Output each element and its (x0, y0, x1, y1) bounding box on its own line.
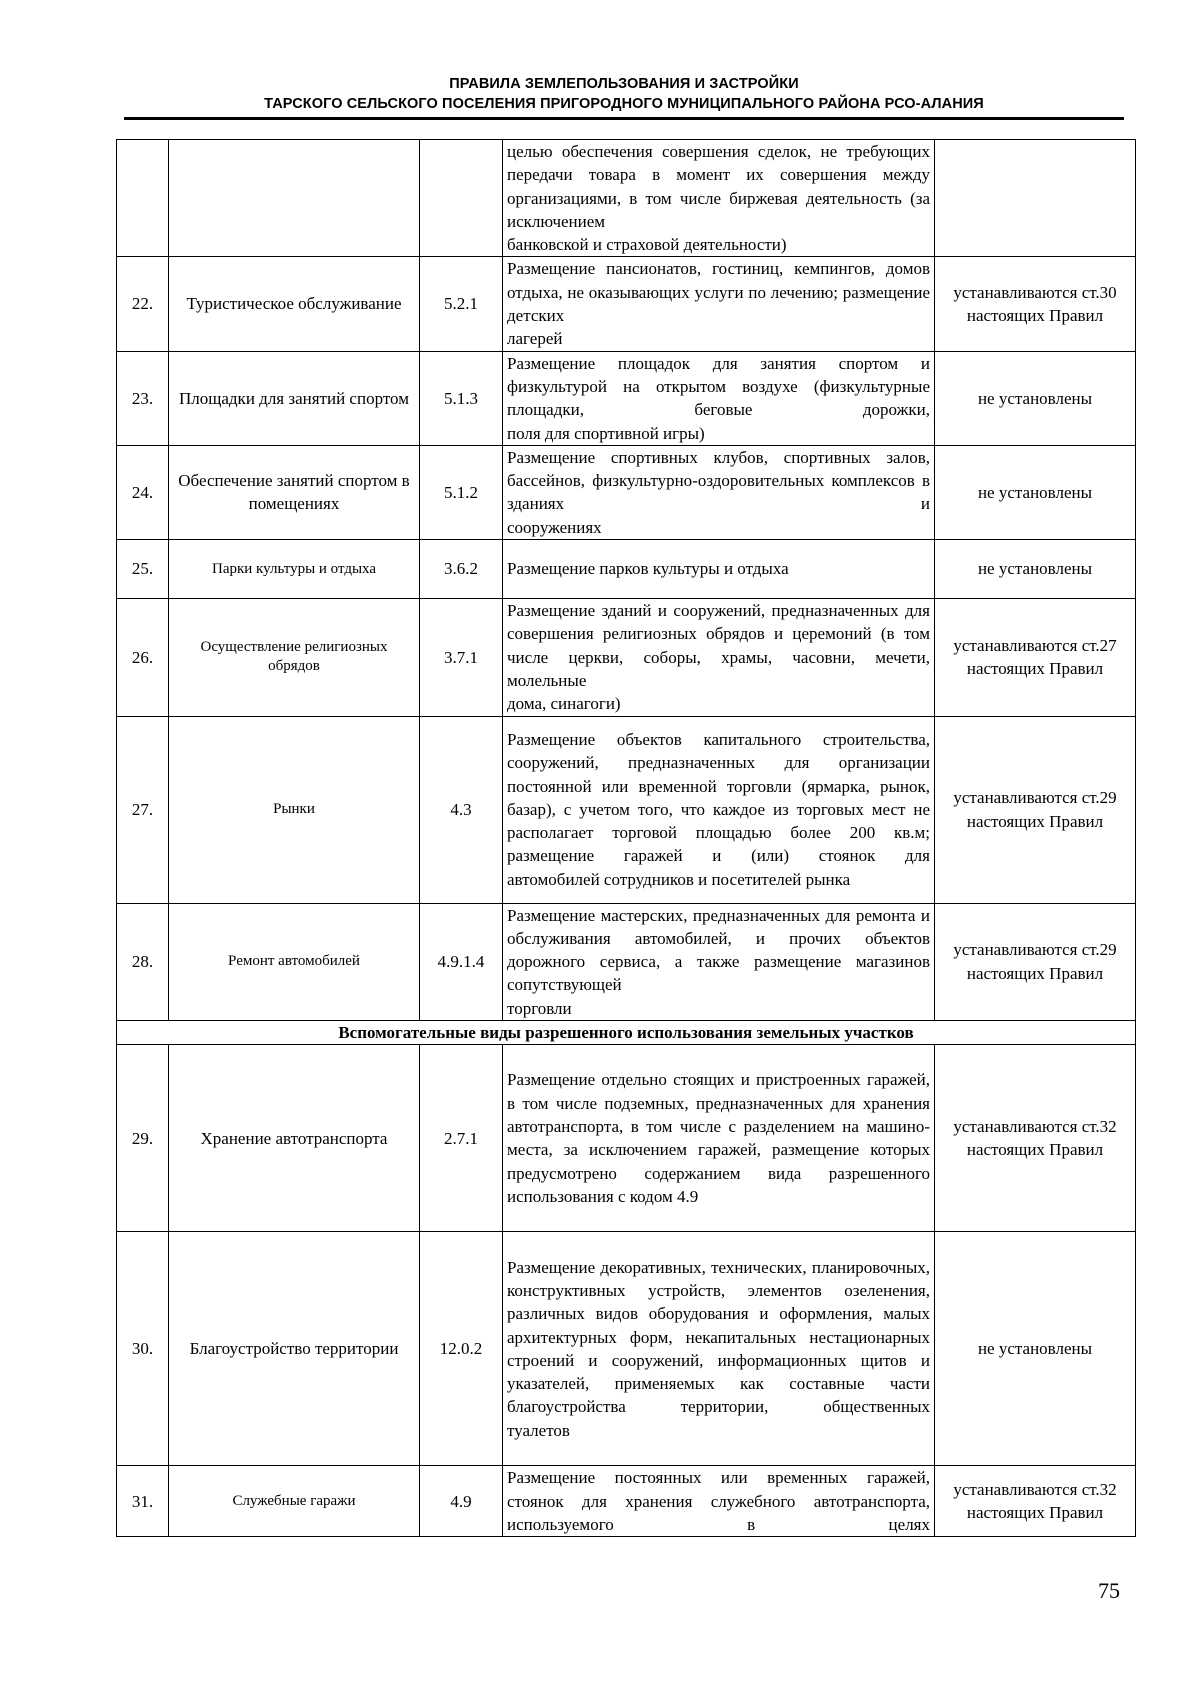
use-type-code: 5.1.2 (420, 445, 503, 539)
description-last-line: торговли (507, 998, 572, 1018)
table-row (117, 140, 1136, 257)
description-last-line: банковской и страховой деятельности) (507, 235, 787, 255)
table-row (117, 1232, 1136, 1466)
row-number: 28. (117, 903, 169, 1020)
use-type-name: Рынки (169, 716, 420, 903)
description-last-line: использования с кодом 4.9 (507, 1186, 699, 1206)
use-type-code: 3.7.1 (420, 599, 503, 716)
header-title-line1: ПРАВИЛА ЗЕМЛЕПОЛЬЗОВАНИЯ И ЗАСТРОЙКИ (449, 76, 799, 92)
use-type-description (503, 903, 935, 1020)
row-number: 27. (117, 716, 169, 903)
limit-parameters: устанавливаются ст.27 настоящих Правил (935, 599, 1136, 716)
use-type-code (420, 140, 503, 257)
row-number: 23. (117, 351, 169, 445)
description-text: Размещение декоративных, технических, планировочных, конструктивных устройств, элементов озеленения, различных видов оборудования и оформления, малых архитектурных форм, некапитальных нестационарных строений и сооружений, информационных щитов и указателей, применяемых как составные части благоустройства территории, общественных (507, 1257, 930, 1417)
limit-parameters: устанавливаются ст.29 настоящих Правил (935, 903, 1136, 1020)
use-type-name: Обеспечение занятий спортом в помещениях (169, 445, 420, 539)
description-text: Размещение спортивных клубов, спортивных залов, бассейнов, физкультурно-оздоровительных комплексов в зданиях и (507, 447, 930, 514)
use-type-description: Размещение постоянных или временных гаражей, стоянок для хранения служебного автотранспорта, используемого в целях (503, 1466, 935, 1537)
description-last-line: автомобилей сотрудников и посетителей рынка (507, 869, 851, 889)
use-type-description (503, 1045, 935, 1232)
description-last-line: лагерей (507, 329, 563, 349)
limit-parameters: не установлены (935, 351, 1136, 445)
description-last-line: туалетов (507, 1420, 570, 1440)
limit-parameters: не установлены (935, 1232, 1136, 1466)
table-row (117, 1466, 1136, 1537)
use-type-name: Туристическое обслуживание (169, 257, 420, 351)
table-row (117, 445, 1136, 539)
document-header (124, 74, 1124, 114)
use-type-name: Площадки для занятий спортом (169, 351, 420, 445)
table-row (117, 257, 1136, 351)
header-title-line2: ТАРСКОГО СЕЛЬСКОГО ПОСЕЛЕНИЯ ПРИГОРОДНОГО МУНИЦИПАЛЬНОГО РАЙОНА РСО-АЛАНИЯ (264, 96, 984, 112)
page-number: 75 (1098, 1578, 1120, 1603)
limit-parameters: устанавливаются ст.29 настоящих Правил (935, 716, 1136, 903)
limit-parameters: не установлены (935, 540, 1136, 599)
row-number: 31. (117, 1466, 169, 1537)
use-type-description (503, 257, 935, 351)
use-type-description: Размещение парков культуры и отдыха (503, 540, 935, 599)
use-type-name: Хранение автотранспорта (169, 1045, 420, 1232)
use-type-description (503, 1232, 935, 1466)
row-number: 26. (117, 599, 169, 716)
limit-parameters: устанавливаются ст.32 настоящих Правил (935, 1045, 1136, 1232)
table-row (117, 599, 1136, 716)
land-use-table (116, 139, 1136, 1537)
description-last-line: поля для спортивной игры) (507, 423, 705, 443)
table-row (117, 903, 1136, 1020)
description-text: Размещение пансионатов, гостиниц, кемпингов, домов отдыха, не оказывающих услуги по лечению; размещение детских (507, 259, 930, 326)
description-last-line: сооружениях (507, 517, 602, 537)
use-type-code: 3.6.2 (420, 540, 503, 599)
use-type-code: 2.7.1 (420, 1045, 503, 1232)
description-text: Размещение отдельно стоящих и пристроенных гаражей, в том числе подземных, предназначенных для хранения автотранспорта, в том числе с разделением на машино-места, за исключением гаражей, размещение которых предусмотрено содержанием вида разрешенного (507, 1070, 930, 1183)
use-type-code: 4.9 (420, 1466, 503, 1537)
description-text: Размещение объектов капитального строительства, сооружений, предназначенных для организации постоянной или временной торговли (ярмарка, рынок, базар), с учетом того, что каждое из торговых мест не располагает торговой площадью более 200 кв.м; размещение гаражей и (или) стоянок для (507, 729, 930, 866)
table-row (117, 351, 1136, 445)
row-number: 22. (117, 257, 169, 351)
row-number: 29. (117, 1045, 169, 1232)
section-title: Вспомогательные виды разрешенного использования земельных участков (117, 1021, 1136, 1045)
use-type-code: 4.9.1.4 (420, 903, 503, 1020)
use-type-name (169, 140, 420, 257)
use-type-name: Осуществление религиозных обрядов (169, 599, 420, 716)
limit-parameters (935, 140, 1136, 257)
description-text: Размещение мастерских, предназначенных для ремонта и обслуживания автомобилей, и прочих объектов дорожного сервиса, а также размещение магазинов сопутствующей (507, 905, 930, 995)
use-type-code: 5.2.1 (420, 257, 503, 351)
limit-parameters: не установлены (935, 445, 1136, 539)
use-type-name: Ремонт автомобилей (169, 903, 420, 1020)
table-row (117, 540, 1136, 599)
use-type-name: Парки культуры и отдыха (169, 540, 420, 599)
use-type-code: 12.0.2 (420, 1232, 503, 1466)
use-type-code: 5.1.3 (420, 351, 503, 445)
use-type-description (503, 351, 935, 445)
use-type-description (503, 716, 935, 903)
description-text: Размещение зданий и сооружений, предназначенных для совершения религиозных обрядов и церемоний (в том числе церкви, соборы, храмы, часовни, мечети, молельные (507, 601, 930, 690)
row-number: 30. (117, 1232, 169, 1466)
header-divider (124, 117, 1124, 120)
row-number: 24. (117, 445, 169, 539)
description-text: целью обеспечения совершения сделок, не требующих передачи товара в момент их совершения между организациями, в том числе биржевая деятельность (за исключением (507, 142, 930, 231)
limit-parameters: устанавливаются ст.32 настоящих Правил (935, 1466, 1136, 1537)
limit-parameters: устанавливаются ст.30 настоящих Правил (935, 257, 1136, 351)
row-number (117, 140, 169, 257)
use-type-name: Служебные гаражи (169, 1466, 420, 1537)
use-type-description (503, 599, 935, 716)
section-row (117, 1021, 1136, 1045)
row-number: 25. (117, 540, 169, 599)
use-type-description (503, 445, 935, 539)
table-row (117, 716, 1136, 903)
description-last-line: дома, синагоги) (507, 694, 621, 714)
use-type-code: 4.3 (420, 716, 503, 903)
table-row (117, 1045, 1136, 1232)
use-type-name: Благоустройство территории (169, 1232, 420, 1466)
use-type-description (503, 140, 935, 257)
description-text: Размещение площадок для занятия спортом и физкультурой на открытом воздухе (физкультурные площадки, беговые дорожки, (507, 353, 930, 420)
